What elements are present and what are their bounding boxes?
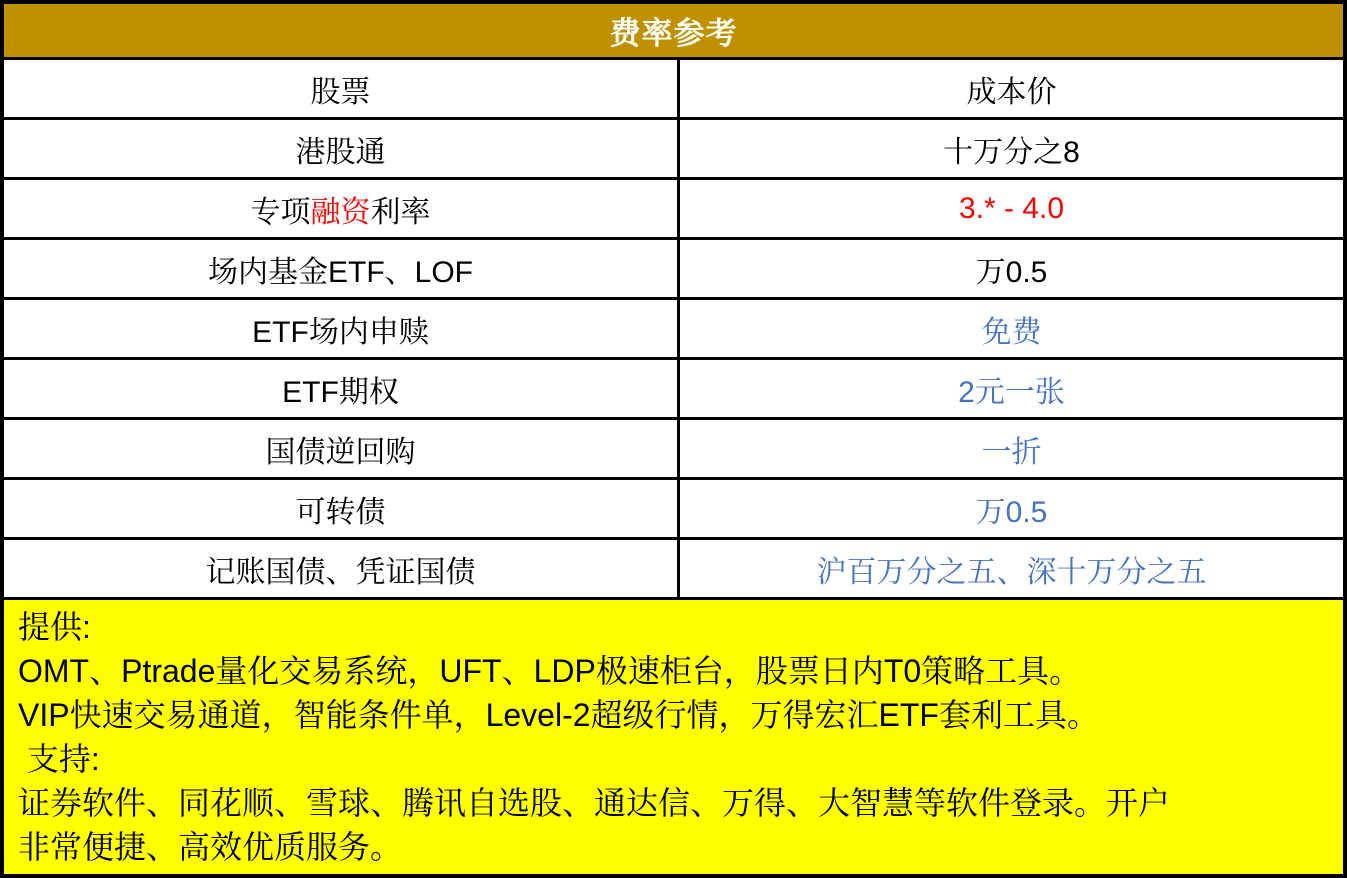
table-row (4, 180, 1343, 240)
row-value-convertible-bond: 万0.5 (975, 495, 1048, 529)
row-value-margin-rate: 3.* - 4.0 (958, 191, 1065, 225)
row-label-convertible-bond: 可转债 (4, 480, 680, 537)
promo-line-provide-heading: 提供: (18, 609, 91, 645)
promo-line-software-list: 证券软件、同花顺、雪球、腾讯自选股、通达信、万得、大智慧等软件登录。开户 (18, 785, 1171, 821)
row-label-stocks: 股票 (4, 60, 680, 117)
row-value-treasury-bond: 沪百万分之五、深十万分之五 (816, 555, 1207, 589)
row-value-etf-redemption: 免费 (981, 315, 1042, 349)
row-value-hk-connect: 十万分之8 (943, 135, 1080, 169)
promo-line-support-heading: 支持: (18, 741, 100, 777)
table-row (4, 360, 1343, 420)
table-row (4, 540, 1343, 600)
table-row (4, 60, 1343, 120)
row-label-treasury-bond: 记账国债、凭证国债 (4, 540, 680, 597)
row-value-reverse-repo: 一折 (981, 435, 1042, 469)
table-row (4, 240, 1343, 300)
table-header (4, 4, 1343, 60)
row-label-etf-redemption: ETF场内申赎 (4, 300, 680, 357)
table-row (4, 120, 1343, 180)
row-value-stocks: 成本价 (966, 75, 1057, 109)
promo-line-trading-systems: OMT、Ptrade量化交易系统，UFT、LDP极速柜台，股票日内T0策略工具。 (18, 653, 1082, 689)
promo-line-service: 非常便捷、高效优质服务。 (18, 829, 403, 865)
table-row (4, 420, 1343, 480)
row-label-reverse-repo: 国债逆回购 (4, 420, 680, 477)
label-segment: 利率 (370, 195, 431, 229)
row-label-etf-lof: 场内基金ETF、LOF (4, 240, 680, 297)
row-label-margin-rate (4, 180, 680, 237)
row-value-etf-options: 2元一张 (958, 375, 1065, 409)
page-title: 费率参考 (609, 16, 738, 51)
table-row (4, 300, 1343, 360)
row-label-hk-connect: 港股通 (4, 120, 680, 177)
promo-line-vip-channel: VIP快速交易通道，智能条件单，Level-2超级行情，万得宏汇ETF套利工具。 (18, 697, 1099, 733)
label-segment-red: 融资 (310, 195, 371, 229)
row-value-etf-lof: 万0.5 (975, 255, 1048, 289)
table-row (4, 480, 1343, 540)
promo-footer (4, 600, 1343, 874)
label-segment: 专项 (250, 195, 311, 229)
row-label-etf-options: ETF期权 (4, 360, 680, 417)
